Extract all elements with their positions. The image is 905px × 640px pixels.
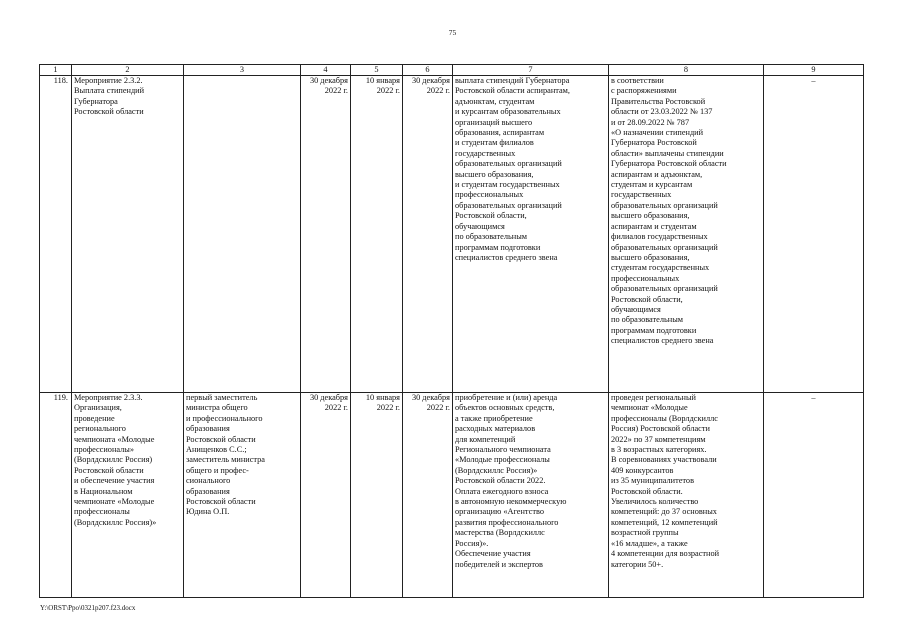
cell-text-line: 4 компетенции для возрастной	[611, 549, 720, 559]
column-header: 6	[403, 65, 453, 76]
cell-text-line: 2022 г.	[426, 403, 450, 413]
notes-cell: –	[764, 76, 864, 393]
cell-text-line: программам подготовки	[611, 325, 697, 335]
cell-text-line: В соревнованиях участвовали	[611, 455, 717, 465]
cell-text-line: Ростовской области 2022.	[455, 476, 546, 486]
actual-start-date-cell	[351, 76, 403, 393]
cell-text-line: профессионалы	[74, 507, 130, 517]
cell-text-line: для компетенций	[455, 434, 516, 444]
cell-text-line: Ростовской области	[186, 434, 256, 444]
cell-text-line: расходных материалов	[455, 424, 536, 434]
cell-text-line: 30 декабря	[309, 76, 348, 85]
cell-text-line: Ростовской области	[74, 465, 144, 475]
cell-text-line: заместитель министра	[186, 455, 265, 465]
cell-text-line: образовательных организаций	[455, 200, 562, 210]
cell-text-line: сионального	[186, 476, 231, 486]
cell-text-line: выплата стипендий Губернатора	[455, 76, 570, 85]
cell-text-line: профессиональных	[455, 190, 524, 200]
cell-text-line: специалистов среднего звена	[611, 336, 714, 346]
responsible-cell	[184, 76, 301, 393]
table-row	[40, 76, 864, 393]
actual-end-date-cell	[403, 393, 453, 598]
cell-text-line: 10 января	[365, 393, 400, 402]
cell-text-line: регионального	[74, 424, 126, 434]
cell-text-line: (Ворлдскиллс Россия)	[74, 455, 153, 465]
cell-text-line: проведение	[74, 413, 115, 423]
report-table	[39, 64, 864, 598]
cell-text-line: в 3 возрастных категориях.	[611, 445, 707, 455]
cell-text-line: в соответствии	[611, 76, 664, 85]
cell-text-line: Россия) Ростовской области	[611, 424, 710, 434]
cell-text-line: 30 декабря	[411, 76, 450, 85]
measure-name-cell	[72, 76, 184, 393]
cell-text-line: 30 декабря	[309, 393, 348, 402]
cell-text-line: области» выплачены стипендии	[611, 148, 724, 158]
cell-text-line: образовательных организаций	[611, 242, 718, 252]
cell-text-line: развития профессионального	[455, 517, 559, 527]
column-header: 4	[301, 65, 351, 76]
cell-text-line: Ростовской области	[186, 497, 256, 507]
cell-text-line: 2022 г.	[376, 86, 400, 96]
cell-text-line: (Ворлдскиллс Россия)»	[74, 517, 157, 527]
cell-text-line: 10 января	[365, 76, 400, 85]
cell-text-line: мастерства (Ворлдскиллс	[455, 528, 545, 538]
cell-text-line: 409 конкурсантов	[611, 465, 674, 475]
cell-text-line: и студентам государственных	[455, 180, 560, 190]
cell-text-line: компетенций, 12 компетенций	[611, 517, 718, 527]
cell-text-line: «Молодые профессионалы	[455, 455, 550, 465]
cell-text-line: победителей и экспертов	[455, 559, 543, 569]
cell-text-line: высшего образования,	[611, 211, 690, 221]
cell-text-line: Оплата ежегодного взноса	[455, 486, 549, 496]
cell-text-line: Ростовской области,	[455, 211, 527, 221]
cell-text-line: «О назначении стипендий	[611, 128, 704, 138]
cell-text-line: Ростовской области,	[611, 294, 683, 304]
cell-text-line: и профессионального	[186, 413, 263, 423]
table-row	[40, 393, 864, 598]
cell-text-line: 30 декабря	[411, 393, 450, 402]
cell-text-line: и курсантам образовательных	[455, 107, 561, 117]
cell-text-line: образовательных организаций	[455, 159, 562, 169]
cell-text-line: государственных	[611, 190, 672, 200]
notes-cell: –	[764, 393, 864, 598]
cell-text-line: в Национальном	[74, 486, 133, 496]
cell-text-line: профессионалы»	[74, 445, 135, 455]
cell-text-line: чемпионата «Молодые	[74, 434, 155, 444]
cell-text-line: Россия)».	[455, 538, 489, 548]
cell-text-line: 2022» по 37 компетенциям	[611, 434, 706, 444]
cell-text-line: Выплата стипендий	[74, 86, 145, 96]
cell-text-line: приобретение и (или) аренда	[455, 393, 558, 402]
cell-text-line: профессионалы (Ворлдскиллс	[611, 413, 718, 423]
cell-text-line: категории 50+.	[611, 559, 664, 569]
cell-text-line: Мероприятие 2.3.2.	[74, 76, 143, 85]
cell-text-line: проведен региональный	[611, 393, 696, 402]
cell-text-line: (Ворлдскиллс Россия)»	[455, 465, 538, 475]
cell-text-line: специалистов среднего звена	[455, 252, 558, 262]
cell-text-line: министра общего	[186, 403, 248, 413]
cell-text-line: чемпионате «Молодые	[74, 497, 155, 507]
cell-text-line: первый заместитель	[186, 393, 258, 402]
cell-text-line: Обеспечение участия	[455, 549, 531, 559]
cell-text-line: филиалов государственных	[611, 232, 708, 242]
column-header: 9	[764, 65, 864, 76]
actual-start-date-cell	[351, 393, 403, 598]
planned-end-date-cell	[301, 393, 351, 598]
cell-text-line: Увеличилось количество	[611, 497, 699, 507]
cell-text-line: 2022 г.	[324, 86, 348, 96]
cell-text-line: и от 28.09.2022 № 787	[611, 117, 690, 127]
cell-text-line: из 35 муниципалитетов	[611, 476, 694, 486]
cell-text-line: «16 младше», а также	[611, 538, 688, 548]
cell-text-line: студентам государственных	[611, 263, 710, 273]
column-number-row	[40, 65, 864, 76]
cell-text-line: организацию «Агентство	[455, 507, 544, 517]
actual-end-date-cell	[403, 76, 453, 393]
column-header: 8	[609, 65, 764, 76]
cell-text-line: образования	[186, 424, 230, 434]
cell-text-line: 2022 г.	[324, 403, 348, 413]
cell-text-line: и обеспечение участия	[74, 476, 155, 486]
column-header: 5	[351, 65, 403, 76]
cell-text-line: по образовательным	[611, 315, 684, 325]
cell-text-line: Ростовской области.	[611, 486, 683, 496]
cell-text-line: обучающимся	[611, 304, 661, 314]
cell-text-line: возрастной группы	[611, 528, 679, 538]
planned-results-cell	[453, 76, 609, 393]
cell-text-line: профессиональных	[611, 273, 680, 283]
cell-text-line: общего и профес-	[186, 465, 249, 475]
cell-text-line: чемпионат «Молодые	[611, 403, 688, 413]
cell-text-line: Мероприятие 2.3.3.	[74, 393, 143, 402]
measure-name-cell	[72, 393, 184, 598]
cell-text-line: высшего образования,	[611, 252, 690, 262]
cell-text-line: государственных	[455, 148, 516, 158]
column-header: 3	[184, 65, 301, 76]
cell-text-line: образования, аспирантам	[455, 128, 545, 138]
row-number: 118.	[40, 76, 72, 393]
cell-text-line: по образовательным	[455, 232, 528, 242]
cell-text-line: образования	[186, 486, 230, 496]
cell-text-line: области от 23.03.2022 № 137	[611, 107, 713, 117]
cell-text-line: Губернатора Ростовской области	[611, 159, 727, 169]
cell-text-line: аспирантам и студентам	[611, 221, 697, 231]
page-number: 75	[448, 28, 457, 37]
cell-text-line: Ростовской области аспирантам,	[455, 86, 570, 96]
cell-text-line: Губернатора	[74, 96, 118, 106]
file-path-footer: Y:\ORST\Ppo\0321p207.f23.docx	[40, 604, 136, 612]
cell-text-line: 2022 г.	[426, 86, 450, 96]
cell-text-line: Ростовской области	[74, 107, 144, 117]
cell-text-line: компетенций: до 37 основных	[611, 507, 717, 517]
cell-text-line: Юдина О.П.	[186, 507, 230, 517]
actual-results-cell	[609, 393, 764, 598]
responsible-cell	[184, 393, 301, 598]
cell-text-line: объектов основных средств,	[455, 403, 555, 413]
cell-text-line: Губернатора Ростовской	[611, 138, 697, 148]
cell-text-line: программам подготовки	[455, 242, 541, 252]
planned-results-cell	[453, 393, 609, 598]
cell-text-line: обучающимся	[455, 221, 505, 231]
column-header: 7	[453, 65, 609, 76]
cell-text-line: высшего образования,	[455, 169, 534, 179]
cell-text-line: в автономную некоммерческую	[455, 497, 567, 507]
cell-text-line: Анищенков С.С.;	[186, 445, 247, 455]
cell-text-line: с распоряжениями	[611, 86, 677, 96]
cell-text-line: образовательных организаций	[611, 284, 718, 294]
cell-text-line: Организация,	[74, 403, 122, 413]
cell-text-line: и студентам филиалов	[455, 138, 534, 148]
cell-text-line: 2022 г.	[376, 403, 400, 413]
cell-text-line: организаций высшего	[455, 117, 533, 127]
cell-text-line: Правительства Ростовской	[611, 96, 706, 106]
cell-text-line: Регионального чемпионата	[455, 445, 551, 455]
cell-text-line: образовательных организаций	[611, 200, 718, 210]
cell-text-line: студентам и курсантам	[611, 180, 693, 190]
cell-text-line: адъюнктам, студентам	[455, 96, 535, 106]
cell-text-line: а также приобретение	[455, 413, 533, 423]
actual-results-cell	[609, 76, 764, 393]
column-header: 1	[40, 65, 72, 76]
row-number: 119.	[40, 393, 72, 598]
column-header: 2	[72, 65, 184, 76]
cell-text-line: аспирантам и адъюнктам,	[611, 169, 703, 179]
planned-end-date-cell	[301, 76, 351, 393]
